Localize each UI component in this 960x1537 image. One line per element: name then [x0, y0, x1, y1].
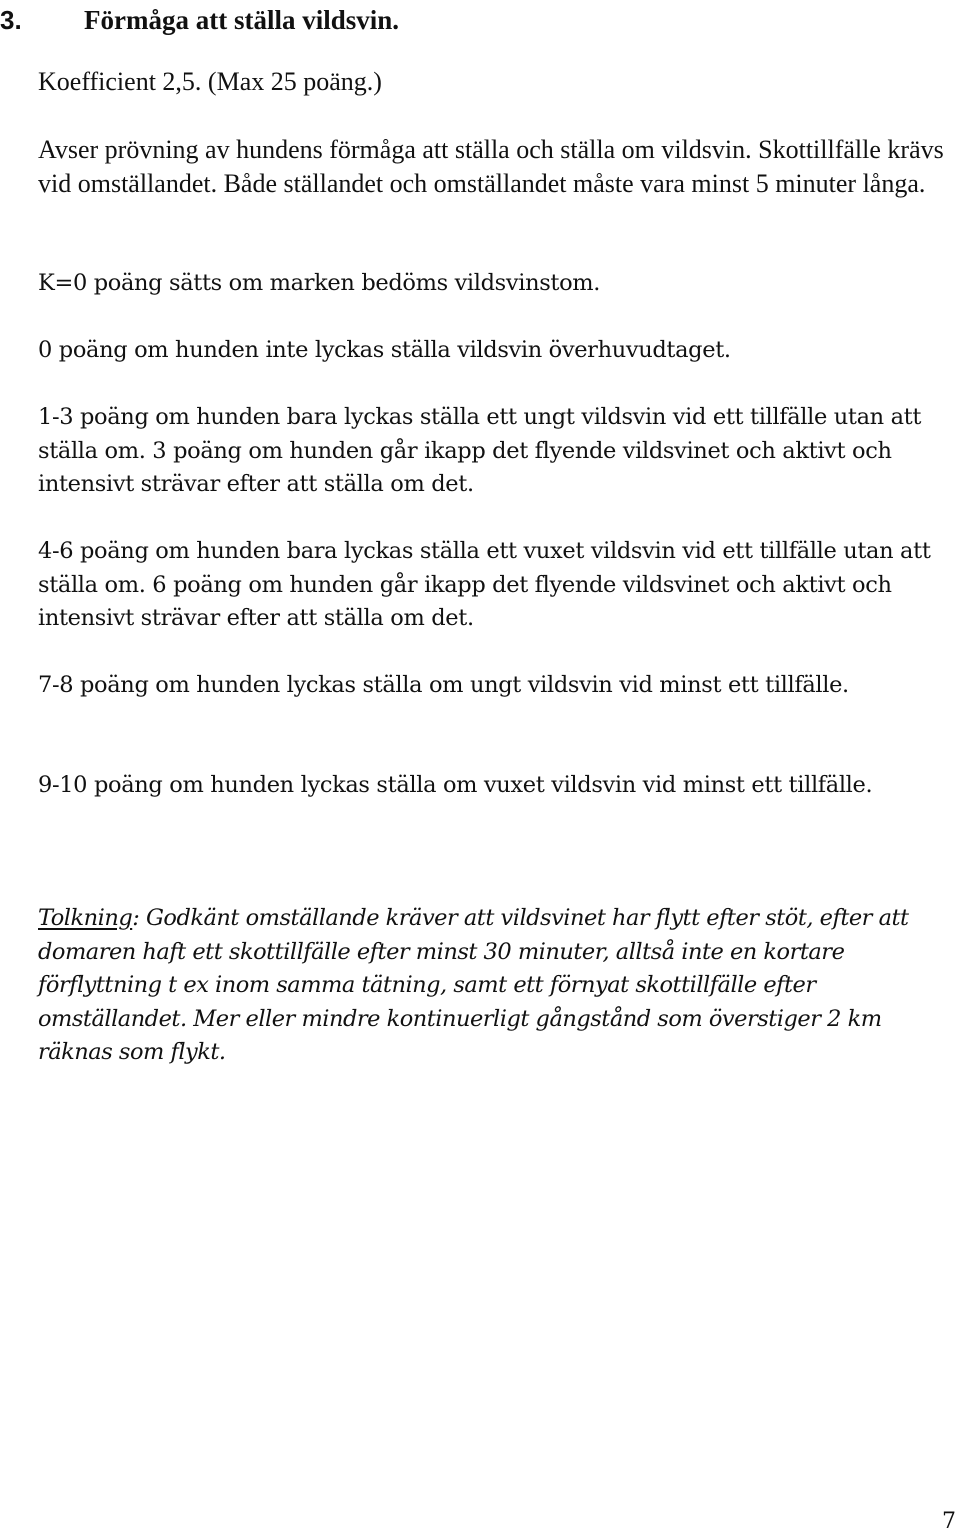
paragraph-9-10-points: 9-10 poäng om hunden lyckas ställa om vuxet vildsvin vid minst ett tillfälle.	[38, 772, 873, 798]
section-heading	[0, 0, 399, 40]
paragraph-k0: K=0 poäng sätts om marken bedöms vildsvinstom.	[38, 270, 601, 296]
paragraph-4-6-points: 4-6 poäng om hunden bara lyckas ställa ett vuxet vildsvin vid ett tillfälle utan att ställa om. 6 poäng om hunden går ikapp det flyende vildsvinet och aktivt och intensivt strävar efter att ställa om det.	[38, 538, 931, 631]
paragraph-1-3-points: 1-3 poäng om hunden bara lyckas ställa ett ungt vildsvin vid ett tillfälle utan att ställa om. 3 poäng om hunden går ikapp det flyende vildsvinet och aktivt och intensivt strävar efter att ställa om det.	[38, 404, 922, 497]
paragraph-0-points: 0 poäng om hunden inte lyckas ställa vildsvin överhuvudtaget.	[38, 337, 731, 363]
tolkning-label: Tolkning	[38, 905, 133, 931]
paragraph-7-8-points: 7-8 poäng om hunden lyckas ställa om ungt vildsvin vid minst ett tillfälle.	[38, 672, 849, 698]
section-number: 3.	[0, 5, 22, 35]
tolkning-text: : Godkänt omställande kräver att vildsvinet har flytt efter stöt, efter att domaren haft ett skottillfälle efter minst 30 minuter, alltså inte en kortare förflyttning t ex inom samma tätning, samt ett förnyat skottillfälle efter omställandet. Mer eller mindre kontinuerligt gångstånd som överstiger 2 km räknas som flykt.	[38, 905, 909, 1065]
section-title: Förmåga att ställa vildsvin.	[84, 5, 399, 35]
paragraph-avser: Avser prövning av hundens förmåga att ställa och ställa om vildsvin. Skottillfälle krävs vid omställandet. Både ställandet och omställandet måste vara minst 5 minuter långa.	[38, 135, 944, 198]
page-number: 7	[942, 1509, 956, 1534]
paragraph-koefficient: Koefficient 2,5. (Max 25 poäng.)	[38, 67, 382, 96]
tolkning-paragraph	[38, 902, 960, 1070]
